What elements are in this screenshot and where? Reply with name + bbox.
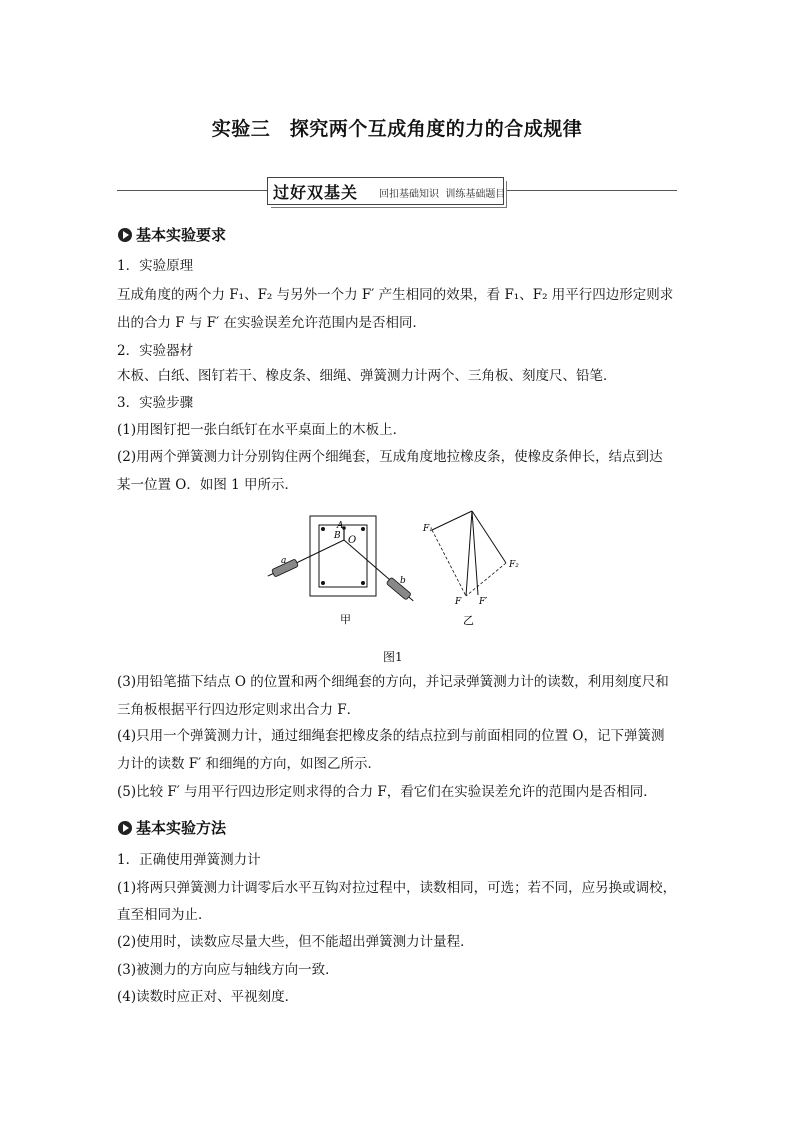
pin (361, 581, 365, 585)
vector-f (466, 511, 472, 596)
section-heading-text: 基本实验要求 (136, 226, 227, 244)
paragraph-line: 1．正确使用弹簧测力计 (117, 852, 261, 868)
label-yi: 乙 (463, 614, 474, 627)
section-heading-text: 基本实验方法 (136, 819, 227, 837)
section-banner (117, 174, 677, 206)
paragraph-line: 出的合力 F 与 F′ 在实验误差允许范围内是否相同． (117, 315, 426, 331)
label-f: F (455, 597, 462, 607)
figure-1 (260, 508, 550, 633)
paragraph-line: (2)用两个弹簧测力计分别钩住两个细绳套，互成角度地拉橡皮条，使橡皮条伸长，结点到达 (117, 449, 663, 465)
vector-f1 (432, 511, 472, 530)
paragraph-line: 木板、白纸、图钉若干、橡皮条、细绳、弹簧测力计两个、三角板、刻度尺、铅笔． (117, 368, 617, 384)
banner-title: 过好双基关 (273, 183, 359, 202)
paragraph-line: (4)只用一个弹簧测力计，通过细绳套把橡皮条的结点拉到与前面相同的位置 O，记下弹簧测 (117, 728, 665, 744)
paragraph-line: (3)被测力的方向应与轴线方向一致． (117, 962, 339, 978)
paragraph-line: 力计的读数 F′ 和细绳的方向，如图乙所示． (117, 756, 382, 772)
banner-rule-left (117, 190, 267, 191)
parallelogram-edge (432, 530, 466, 596)
string-a (290, 540, 344, 566)
banner-rule-right (506, 190, 677, 191)
paragraph-line: (1)用图钉把一张白纸钉在水平桌面上的木板上． (117, 422, 407, 438)
vector-f2 (472, 511, 506, 563)
label-scale-b: b (400, 576, 406, 586)
paragraph-line: 3．实验步骤 (117, 395, 194, 411)
paragraph-line: (4)读数时应正对、平视刻度． (117, 989, 299, 1005)
paragraph-line: (5)比较 F′ 与用平行四边形定则求得的合力 F，看它们在实验误差允许的范围内是否相同． (117, 784, 657, 800)
paragraph-line: 直至相同为止． (117, 907, 212, 923)
paragraph-line: 2．实验器材 (117, 343, 194, 359)
label-f2: F₂ (509, 560, 519, 570)
pin (321, 581, 325, 585)
paragraph-line: (2)使用时，读数应尽量大些，但不能超出弹簧测力计量程． (117, 934, 474, 950)
paragraph-line: 三角板根据平行四边形定则求出合力 F． (117, 702, 361, 718)
label-scale-a: a (281, 556, 287, 566)
paragraph-line: 某一位置 O．如图 1 甲所示． (117, 477, 299, 493)
label-b-point: B (334, 531, 341, 541)
diagram-jia (266, 516, 416, 626)
vector-f-prime (472, 511, 478, 595)
paper-inner (319, 525, 367, 587)
label-f1: F₁ (423, 524, 433, 534)
diagram-yi (422, 511, 519, 627)
parallelogram-edge (466, 563, 506, 596)
pin (321, 527, 325, 531)
paragraph-line: (1)将两只弹簧测力计调零后水平互钩对拉过程中，读数相同，可选；若不同，应另换或调校， (117, 880, 677, 896)
paragraph-line: 1．实验原理 (117, 258, 194, 274)
paragraph-line: (3)用铅笔描下结点 O 的位置和两个细绳套的方向，并记录弹簧测力计的读数，利用刻度尺和 (117, 674, 669, 690)
page-title: 实验三 探究两个互成角度的力的合成规律 (211, 118, 583, 140)
play-circle-icon (118, 228, 132, 242)
pin (361, 527, 365, 531)
paragraph-line: 互成角度的两个力 F₁、F₂ 与另外一个力 F′ 产生相同的效果，看 F₁、F₂ 用平行四边形定则求 (117, 287, 674, 303)
section-heading-requirements (118, 224, 226, 245)
play-circle-icon (118, 821, 132, 835)
label-f-prime: F′ (479, 597, 488, 607)
label-o-point: O (348, 535, 357, 546)
label-jia: 甲 (340, 613, 351, 626)
section-heading-methods (118, 817, 226, 838)
banner-subtitle: 回扣基础知识 训练基础题目 (379, 189, 506, 200)
figure-caption: 图1 (383, 650, 403, 664)
label-a-point: A (337, 521, 344, 531)
